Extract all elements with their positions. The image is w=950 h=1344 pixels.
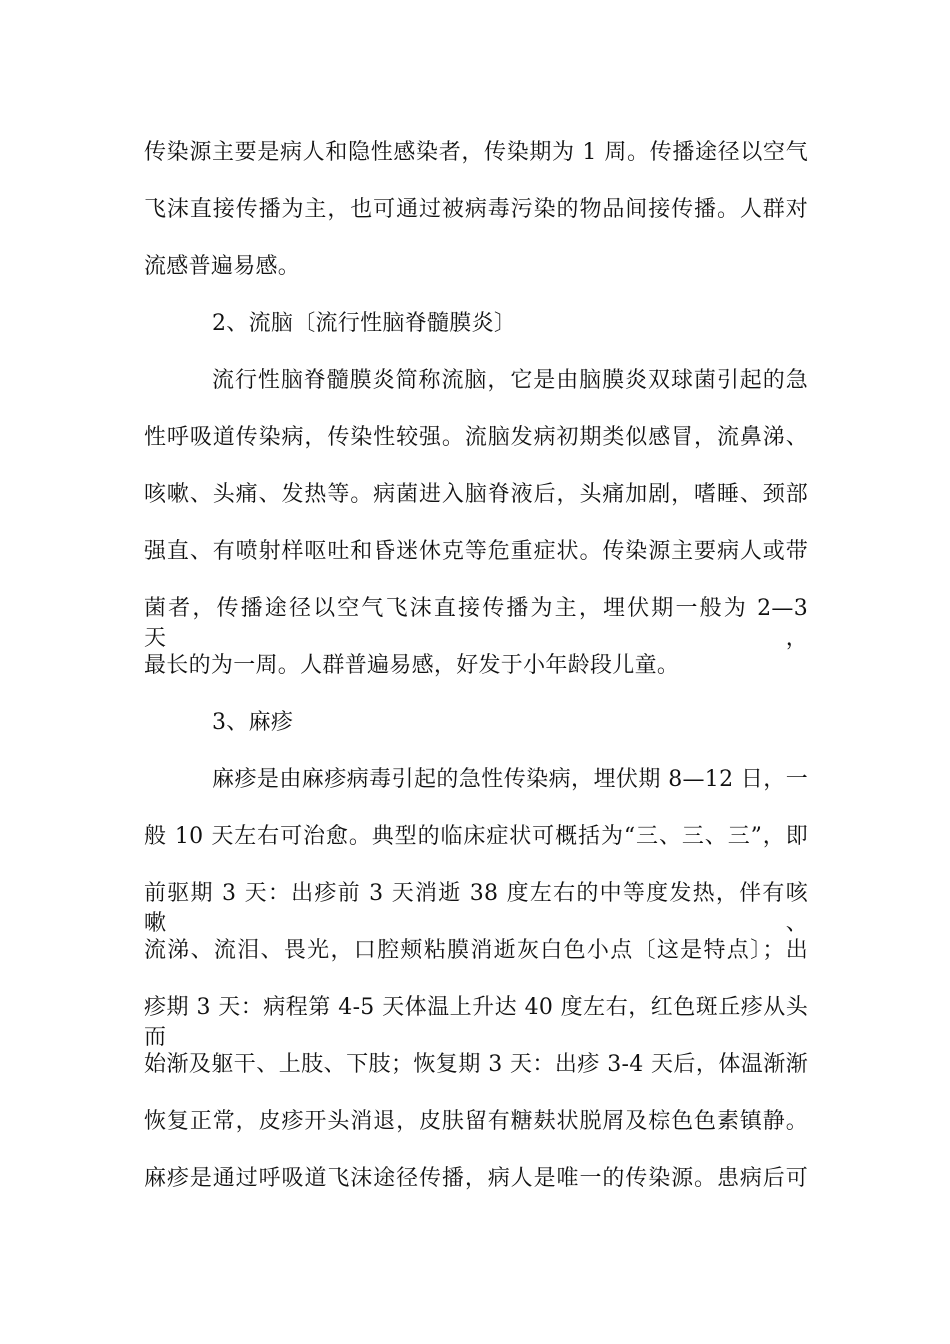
text-line: 恢复正常，皮疹开头消退，皮肤留有糖麸状脱屑及棕色色素镇静。 [144, 1109, 808, 1134]
text-line: 流行性脑脊髓膜炎简称流脑，它是由脑膜炎双球菌引起的急 [212, 368, 808, 393]
text-line: 传染源主要是病人和隐性感染者，传染期为 1 周。传播途径以空气 [144, 140, 808, 165]
text-line: 强直、有喷射样呕吐和昏迷休克等危重症状。传染源主要病人或带 [144, 539, 808, 564]
section-heading: 2、流脑〔流行性脑脊髓膜炎〕 [212, 311, 517, 336]
text-line: 前驱期 3 天：出疹前 3 天消逝 38 度左右的中等度发热，伴有咳嗽、 [144, 881, 808, 936]
text-line: 菌者，传播途径以空气飞沫直接传播为主，埋伏期一般为 2—3 天， [144, 596, 808, 651]
text-line: 疹期 3 天：病程第 4-5 天体温上升达 40 度左右，红色斑丘疹从头而 [144, 995, 808, 1050]
text-line: 咳嗽、头痛、发热等。病菌进入脑脊液后，头痛加剧，嗜睡、颈部 [144, 482, 808, 507]
text-line: 始渐及躯干、上肢、下肢；恢复期 3 天：出疹 3-4 天后，体温渐渐 [144, 1052, 808, 1077]
text-line: 性呼吸道传染病，传染性较强。流脑发病初期类似感冒，流鼻涕、 [144, 425, 808, 450]
text-line: 流涕、流泪、畏光，口腔颊粘膜消逝灰白色小点〔这是特点〕；出 [144, 938, 808, 963]
text-line: 麻疹是通过呼吸道飞沫途径传播，病人是唯一的传染源。患病后可 [144, 1166, 808, 1191]
text-line: 最长的为一周。人群普遍易感，好发于小年龄段儿童。 [144, 653, 680, 678]
text-line: 流感普遍易感。 [144, 254, 301, 279]
text-line: 麻疹是由麻疹病毒引起的急性传染病，埋伏期 8—12 日，一 [212, 767, 808, 792]
text-line: 飞沫直接传播为主，也可通过被病毒污染的物品间接传播。人群对 [144, 197, 808, 222]
text-line: 般 10 天左右可治愈。典型的临床症状可概括为“三、三、三”，即 [144, 824, 808, 849]
section-heading: 3、麻疹 [212, 710, 294, 735]
